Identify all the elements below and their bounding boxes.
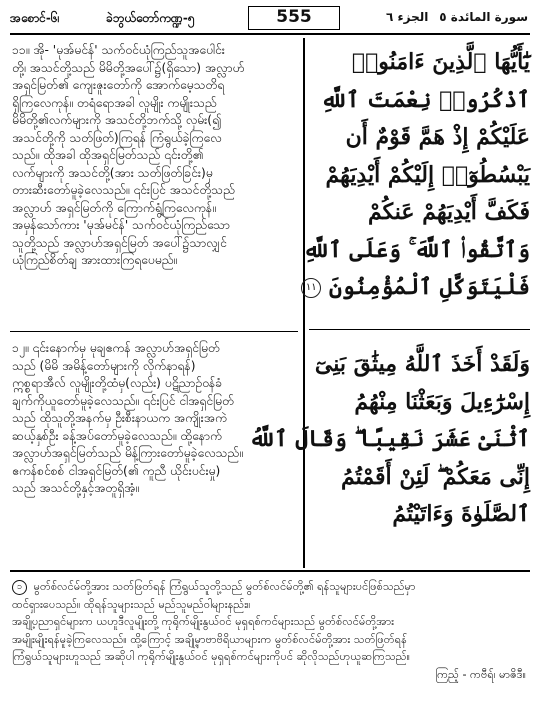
footnote-line: အမျိုးမျိုးရန်မူခဲ့ကြလေသည်။ ထို့ကြောင့် အချို့မှာဗာဗိရိယာများက မွတ်စ်လင်မ်တို့အား သတ်ဖြတ်ရန်	[12, 632, 407, 646]
translation-line: မိမိတို့၏လက်များကို အသင်တို့ဘက်သို့ လှမ်း(၍	[12, 113, 222, 127]
arabic-line: وَلَقَدْ أَخَذَ ٱللَّهُ مِيثَٰقَ بَنِىٓ	[314, 351, 530, 377]
section-divider-right	[309, 329, 530, 330]
footnote	[12, 578, 530, 684]
translation-line: အလ္လာဟ်အရှင်မြတ်သည် မိန့်ကြားတော်မူခဲ့လေသည်။	[12, 446, 243, 460]
arabic-line-last	[305, 269, 530, 307]
arabic-line: فَكَفَّ أَيْدِيَهُمْ عَنكُمْ	[367, 199, 530, 225]
translation-line: ဧကန်စင်စစ် ငါအရှင်မြတ်(၏ ကူညီ ယိုင်းပင်းမှု)	[12, 463, 221, 478]
arabic-line: إِنِّى مَعَكُمْ ۖ لَئِنْ أَقَمْتُمُ	[341, 463, 530, 490]
translation-line: ယုံကြည်စိတ်ချ အားထားကြရပေမည်။	[12, 253, 178, 267]
translation-verse-12	[12, 340, 298, 498]
arabic-line: ٱذْكُرُوا۟ نِعْمَتَ ٱللَّهِ	[320, 86, 530, 113]
arabic-line: ٱثْنَىْ عَشَرَ نَقِيبًا ۖ وَقَالَ ٱللَّهُ	[248, 426, 530, 452]
translation-line: သည် (မိမိ အမိန့်တော်များကို လိုက်နာရန်)	[12, 358, 196, 373]
translation-line: ရှိကြလေကုန်။ တရံရောအခါ လူမျိုး ကမျိုးသည်	[12, 95, 217, 110]
footnote-line: အချို့ပညာရှင်များက ယဟူဒီလူမျိုးတို့ ကုရိုက်မျိုးနွယ်ဝင် မုရှရစ်ကင်များသည် မွတ်စ်လင်မ်တို့အား	[12, 615, 395, 629]
translation-line: တားဆီးတော်မူခဲ့လေသည်။ ၎င်းပြင် အသင်တို့သည်	[12, 183, 235, 197]
header-divider	[10, 33, 530, 35]
footnote-text: မွတ်စ်လင်မ်တို့အား သတ်ဖြတ်ရန် ကြံရွယ်သူတို့သည် မွတ်စ်လင်မ်တို့၏ ရန်သူများပင်ဖြစ်သည်မှာ	[33, 580, 416, 593]
footnote-marker: ၁	[12, 580, 27, 595]
arabic-line: يَٰٓأَيُّهَا ٱلَّذِينَ ءَامَنُوا۟	[351, 49, 530, 75]
arabic-line: ٱلصَّلَوٰةَ وَءَاتَيْتُمُ	[392, 501, 530, 527]
translation-verse-11	[12, 42, 298, 270]
footnote-divider	[10, 570, 530, 572]
footnote-line-first	[12, 578, 530, 596]
surah-title-burmese: ခဲဘွယ်တော်ကဏ္ဍ-၅	[106, 11, 195, 25]
translation-line: အရှင်မြတ်၏ ကျေးဇူးတော်ကို အောက်မေ့သတိရ	[12, 78, 225, 92]
translation-line: ဆယ့်နှစ်ဦး ခန့်အပ်တော်မူခဲ့လေသည်။ ထို့နောက်	[12, 428, 222, 443]
arabic-line: عَلَيْكُمْ إِذْ هَمَّ قَوْمٌ أَن	[345, 124, 530, 150]
translation-line: သူတို့သည် အလ္လာဟ်အရှင်မြတ် အပေါ်၌သာလျှင်	[12, 235, 227, 250]
juz-label-arabic: الجزء ٦	[386, 10, 429, 24]
arabic-line: إِسْرَٰٓءِيلَ وَبَعَثْنَا مِنْهُمُ	[354, 388, 530, 415]
arabic-line: يَبْسُطُوٓا۟ إِلَيْكُمْ أَيْدِيَهُمْ	[325, 161, 530, 188]
translation-line: အလ္လာဟ် အရှင်မြတ်ကို ကြောက်ရွံ့ကြလေကုန်။	[12, 200, 216, 215]
arabic-line-text: فَلْيَتَوَكَّلِ ٱلْمُؤْمِنُونَ	[328, 274, 530, 300]
ayah-number-marker: ١١	[301, 278, 321, 298]
page-header	[10, 6, 530, 32]
juz-label-burmese: အစောင်-၆၊	[10, 11, 60, 25]
translation-line: သည် ထိုသူတို့အနက်မှ ဦးစီးနာယက အကျိုးအကဲ	[12, 411, 227, 425]
arabic-verse-12	[248, 346, 530, 534]
arabic-line: وَٱتَّقُوا۟ ٱللَّهَ ۚ وَعَلَى ٱللَّهِ	[303, 236, 530, 263]
translation-line: အမှန်သော်ကား 'မုအ်မင်န်' သက်ဝင်ယုံကြည်သော	[12, 218, 230, 232]
section-divider-left	[10, 331, 298, 332]
translation-line: ၁၂။ ၎င်းနောက်မှ မုချဧကန် အလ္လာဟ်အရှင်မြတ်	[12, 341, 220, 355]
surah-label-arabic: سورة المائدة ٥	[439, 10, 528, 24]
arabic-verse-11	[303, 44, 530, 307]
footnote-line: ထင်ရှားပေသည်။ ထိုရန်သူများသည် မည်သူမည်ဝါများနည်း။	[12, 597, 251, 611]
translation-line: သည်။ ထိုအခါ ထိုအရှင်မြတ်သည် ၎င်းတို့၏	[12, 148, 204, 162]
translation-line: သည် အသင်တို့နှင့်အတူရှိအံ့။	[12, 481, 140, 495]
translation-line: ၁၁။ အို- 'မုအ်မင်န်' သက်ဝင်ယုံကြည်သူအပေါင်း	[12, 43, 225, 57]
translation-line: လက်များကို အသင်တို့(အား သတ်ဖြတ်ခြင်း)မှ	[12, 165, 213, 180]
page-number: 555	[248, 6, 340, 30]
translation-line: အသင်တို့ကို သတ်ဖြတ်)ကြရန် ကြံရွယ်ခဲ့ကြလေ	[12, 130, 222, 145]
translation-line: တို့၊ အသင်တို့သည် မိမိတို့အပေါ်၌(ရှိသော) အလ္လာဟ်	[12, 60, 245, 75]
translation-line: ချက်ကိုယူတော်မူခဲ့လေသည်။ ၎င်းပြင် ငါအရှင်မြတ်	[12, 393, 234, 408]
footnote-line: ကြံရွယ်သူများဟူသည် အဆိုပါ ကုရိုက်မျိုးနွယ်ဝင် မုရှရစ်ကင်များကိုပင် ဆိုလိုသည်ဟုယူဆကြသည်။	[12, 650, 411, 664]
footnote-source: ကြည့် - ကဗီရ်၊ မာဇိဒီ။	[435, 667, 526, 681]
translation-line: ဣစ္စရာအီလ် လူမျိုးတို့ထံမှ(လည်း) ပဋိညာဉ်ဝန်ခံ	[12, 376, 223, 390]
